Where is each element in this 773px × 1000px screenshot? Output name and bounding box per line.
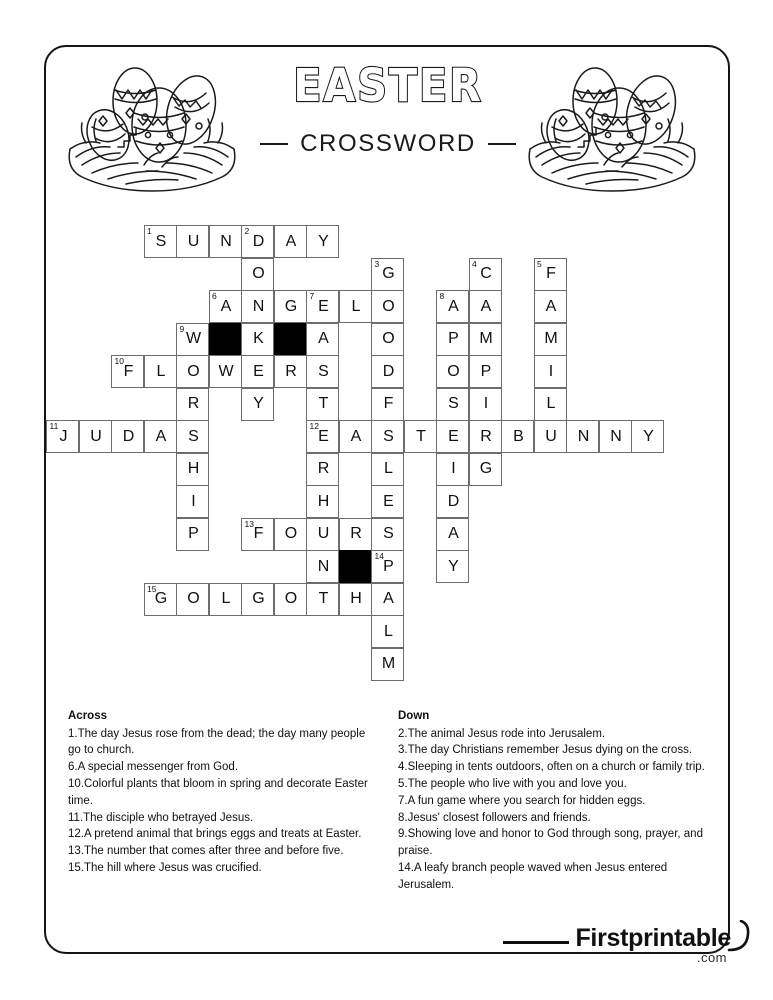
grid-cell-number: 13: [244, 518, 254, 529]
grid-cell-letter: E: [318, 427, 329, 445]
grid-cell-letter: I: [451, 460, 456, 477]
down-clue-item: 7.A fun game where you search for hidden eggs.: [398, 794, 646, 807]
grid-cell-letter: Y: [318, 232, 329, 250]
grid-cell-letter: O: [187, 362, 200, 380]
grid-cell-number: 5: [537, 258, 542, 269]
grid-cell[interactable]: [371, 420, 404, 453]
grid-cell-letter: R: [187, 395, 200, 412]
grid-cell[interactable]: [501, 420, 534, 453]
grid-cell[interactable]: [306, 420, 339, 453]
grid-cell-number: 12: [309, 421, 319, 431]
grid-cell-letter: G: [154, 590, 168, 607]
grid-cell[interactable]: [144, 583, 177, 616]
grid-cell-letter: U: [317, 525, 330, 542]
grid-cell-letter: O: [284, 590, 298, 607]
grid-cell[interactable]: [534, 355, 567, 388]
down-clue-item: 14.A leafy branch people waved when Jesus entered Jerusalem.: [398, 861, 668, 891]
grid-cell[interactable]: [469, 258, 502, 291]
title-block: [260, 59, 516, 158]
down-heading: Down: [398, 710, 430, 722]
grid-cell-letter: U: [90, 427, 102, 445]
brand-tld: .com: [696, 950, 727, 965]
grid-cell[interactable]: [631, 420, 664, 453]
grid-cell[interactable]: [339, 583, 372, 616]
grid-cell-letter: A: [448, 297, 459, 315]
grid-cell[interactable]: [371, 583, 404, 616]
grid-cell-letter: A: [350, 427, 362, 445]
grid-cell-letter: A: [545, 297, 557, 315]
grid-cell[interactable]: [176, 518, 209, 551]
grid-cell[interactable]: [241, 225, 274, 258]
grid-cell[interactable]: [306, 388, 339, 421]
brand-logo[interactable]: [503, 924, 731, 965]
grid-cell[interactable]: [144, 355, 177, 388]
grid-cell[interactable]: [436, 485, 469, 518]
grid-cell-letter: D: [382, 362, 395, 380]
down-clue-item: 9.Showing love and honor to God through song, prayer, and praise.: [398, 828, 703, 858]
grid-cell[interactable]: [371, 290, 404, 323]
worksheet-sheet: [44, 45, 730, 954]
grid-cell-letter: I: [548, 362, 554, 380]
grid-cell[interactable]: [274, 290, 307, 323]
grid-cell-letter: I: [483, 395, 489, 412]
across-clue-item: 12.A pretend animal that brings eggs and treats at Easter.: [68, 828, 362, 841]
grid-cell[interactable]: [339, 420, 372, 453]
grid-cell-letter: D: [447, 492, 460, 510]
grid-cell[interactable]: [371, 550, 404, 583]
grid-cell-number: 4: [472, 258, 477, 269]
grid-cell[interactable]: [274, 355, 307, 388]
grid-cell-letter: A: [318, 330, 329, 347]
grid-cell-letter: U: [545, 427, 557, 445]
across-clues-column: [68, 708, 373, 877]
grid-cell-letter: E: [383, 492, 394, 510]
grid-cell[interactable]: [306, 355, 339, 388]
grid-cell-letter: O: [187, 590, 200, 607]
grid-cell-letter: O: [447, 362, 460, 380]
footer: [0, 924, 773, 984]
grid-cell-letter: J: [59, 427, 68, 445]
grid-cell-letter: B: [513, 427, 524, 445]
grid-cell[interactable]: [371, 323, 404, 356]
grid-cell-letter: S: [383, 525, 394, 542]
grid-cell-letter: H: [350, 590, 362, 607]
page-title: EASTER: [293, 59, 483, 112]
down-clue-item: 2.The animal Jesus rode into Jerusalem.: [398, 727, 606, 740]
grid-cell-letter: T: [416, 427, 426, 445]
grid-cell[interactable]: [79, 420, 112, 453]
grid-cell-letter: F: [123, 362, 134, 380]
grid-block-cell: [339, 550, 372, 583]
grid-cell[interactable]: [469, 290, 502, 323]
grid-cell-letter: O: [284, 525, 298, 542]
grid-cell[interactable]: [241, 323, 274, 356]
subtitle-rule-left: [260, 143, 288, 146]
grid-cell-letter: C: [480, 265, 492, 282]
grid-cell[interactable]: [176, 485, 209, 518]
grid-cell-letter: Y: [448, 557, 459, 575]
grid-cell-letter: M: [381, 655, 396, 672]
grid-cell-letter: O: [382, 297, 395, 315]
grid-cell[interactable]: [469, 453, 502, 486]
grid-cell-letter: U: [187, 232, 200, 250]
grid-cell[interactable]: [306, 323, 339, 356]
grid-cell[interactable]: [371, 518, 404, 551]
grid-cell-letter: P: [383, 557, 394, 575]
across-heading: Across: [68, 710, 107, 722]
grid-cell-letter: R: [480, 427, 492, 445]
across-clue-item: 10.Colorful plants that bloom in spring and decorate Easter time.: [68, 778, 368, 807]
across-clue-item: 1.The day Jesus rose from the dead; the day many people go to church.: [68, 727, 366, 757]
down-clue-list: [398, 726, 714, 894]
grid-cell-letter: Y: [643, 427, 654, 445]
grid-cell-letter: A: [383, 590, 394, 607]
grid-cell-letter: H: [187, 460, 200, 477]
page-subtitle: CROSSWORD: [300, 130, 476, 157]
grid-cell[interactable]: [339, 518, 372, 551]
grid-cell-letter: S: [155, 232, 167, 250]
grid-cell[interactable]: [534, 258, 567, 291]
grid-cell[interactable]: [371, 355, 404, 388]
grid-cell[interactable]: [436, 453, 469, 486]
grid-cell-letter: G: [284, 297, 298, 315]
grid-cell-letter: A: [285, 232, 297, 250]
grid-cell[interactable]: [176, 453, 209, 486]
down-clue-item: 8.Jesus' closest followers and friends.: [398, 811, 591, 824]
grid-cell-letter: G: [479, 460, 493, 477]
grid-cell[interactable]: [371, 485, 404, 518]
grid-cell-letter: R: [350, 525, 362, 542]
grid-cell-number: 8: [439, 291, 445, 301]
grid-cell-letter: F: [253, 525, 264, 542]
down-clues-column: [398, 708, 714, 893]
grid-cell-letter: K: [253, 330, 264, 347]
grid-cell[interactable]: [371, 648, 404, 681]
easter-eggs-nest-icon-left: [52, 53, 252, 193]
grid-cell-letter: O: [382, 330, 395, 347]
grid-cell[interactable]: [274, 225, 307, 258]
worksheet-header: [46, 47, 728, 197]
grid-cell[interactable]: [371, 615, 404, 648]
grid-cell-letter: S: [188, 427, 199, 445]
grid-cell[interactable]: [436, 388, 469, 421]
grid-cell-letter: N: [317, 557, 330, 575]
grid-cell-letter: G: [382, 265, 395, 282]
grid-cell-number: 14: [374, 551, 384, 561]
grid-cell-number: 11: [49, 421, 59, 431]
grid-cell-number: 3: [374, 258, 380, 269]
grid-cell[interactable]: [599, 420, 632, 453]
grid-cell-letter: H: [317, 492, 330, 510]
subtitle-row: [260, 130, 516, 158]
down-clue-item: 4.Sleeping in tents outdoors, often on a church or family trip.: [398, 761, 705, 774]
grid-cell-letter: L: [384, 622, 393, 640]
grid-cell[interactable]: [371, 388, 404, 421]
grid-cell-letter: N: [577, 427, 590, 445]
brand-text-wrap: [575, 924, 731, 965]
grid-cell-number: 6: [212, 291, 217, 301]
grid-cell[interactable]: [306, 550, 339, 583]
grid-cell[interactable]: [436, 355, 469, 388]
across-clue-item: 13.The number that comes after three and before five.: [68, 845, 344, 858]
grid-cell-letter: F: [546, 265, 556, 282]
grid-cell[interactable]: [241, 290, 274, 323]
grid-cell-letter: M: [544, 330, 558, 347]
across-clue-item: 15.The hill where Jesus was crucified.: [68, 861, 262, 874]
grid-cell[interactable]: [176, 420, 209, 453]
grid-cell[interactable]: [534, 323, 567, 356]
grid-cell-letter: L: [351, 297, 361, 315]
grid-cell[interactable]: [436, 550, 469, 583]
grid-cell[interactable]: [371, 453, 404, 486]
grid-cell-letter: I: [191, 492, 196, 510]
grid-cell[interactable]: [469, 388, 502, 421]
grid-cell[interactable]: [534, 388, 567, 421]
grid-cell[interactable]: [436, 323, 469, 356]
grid-cell-letter: P: [448, 330, 459, 347]
grid-cell[interactable]: [176, 583, 209, 616]
grid-cell-number: 2: [244, 226, 250, 236]
grid-cell-letter: E: [253, 362, 264, 380]
grid-cell-letter: O: [252, 265, 265, 282]
grid-cell[interactable]: [436, 420, 469, 453]
grid-cell-letter: L: [156, 362, 166, 380]
grid-cell-number: 15: [147, 583, 157, 594]
grid-cell[interactable]: [436, 290, 469, 323]
grid-cell-letter: E: [448, 427, 459, 445]
grid-cell[interactable]: [241, 518, 274, 551]
grid-cell-letter: P: [480, 362, 492, 380]
down-clue-item: 3.The day Christians remember Jesus dying on the cross.: [398, 744, 693, 757]
grid-block-cell: [274, 323, 307, 356]
grid-cell-letter: R: [285, 362, 297, 380]
grid-cell-letter: N: [610, 427, 622, 445]
grid-cell[interactable]: [209, 225, 242, 258]
grid-cell-letter: P: [188, 525, 199, 542]
grid-cell-letter: L: [546, 395, 556, 412]
grid-cell-number: 1: [147, 226, 152, 236]
grid-cell[interactable]: [306, 583, 339, 616]
grid-cell-letter: R: [317, 460, 330, 477]
grid-cell-letter: T: [318, 590, 329, 607]
grid-cell-letter: S: [448, 395, 459, 412]
grid-cell[interactable]: [111, 355, 144, 388]
grid-cell-letter: L: [221, 590, 231, 607]
grid-cell-number: 9: [179, 323, 185, 334]
grid-cell[interactable]: [209, 355, 242, 388]
grid-cell[interactable]: [274, 583, 307, 616]
grid-cell-number: 10: [114, 356, 124, 366]
grid-cell-letter: D: [252, 232, 265, 250]
grid-cell[interactable]: [371, 258, 404, 291]
grid-cell-letter: A: [155, 427, 167, 445]
grid-cell[interactable]: [306, 518, 339, 551]
grid-cell[interactable]: [404, 420, 437, 453]
grid-cell-letter: D: [122, 427, 135, 445]
grid-cell[interactable]: [144, 420, 177, 453]
grid-cell-letter: A: [220, 297, 232, 315]
grid-cell[interactable]: [209, 583, 242, 616]
grid-cell[interactable]: [436, 518, 469, 551]
grid-cell[interactable]: [241, 583, 274, 616]
grid-cell[interactable]: [534, 420, 567, 453]
across-clue-item: 11.The disciple who betrayed Jesus.: [68, 811, 254, 824]
grid-cell[interactable]: [306, 453, 339, 486]
across-clue-item: 6.A special messenger from God.: [68, 761, 239, 774]
grid-cell[interactable]: [176, 388, 209, 421]
grid-cell[interactable]: [46, 420, 79, 453]
grid-cell-letter: W: [218, 362, 234, 380]
brand-swoosh-icon: [727, 920, 753, 954]
grid-block-cell: [209, 323, 242, 356]
grid-cell[interactable]: [339, 290, 372, 323]
grid-cell-letter: N: [220, 232, 232, 250]
grid-cell[interactable]: [306, 225, 339, 258]
grid-cell-letter: L: [384, 460, 393, 477]
grid-cell[interactable]: [469, 323, 502, 356]
grid-cell[interactable]: [241, 258, 274, 291]
grid-cell-letter: Y: [253, 395, 264, 412]
grid-cell[interactable]: [469, 355, 502, 388]
grid-cell-letter: G: [252, 590, 265, 607]
grid-cell[interactable]: [306, 485, 339, 518]
grid-cell[interactable]: [176, 355, 209, 388]
grid-cell-letter: E: [318, 297, 329, 315]
grid-cell-letter: M: [479, 330, 493, 347]
grid-cell-letter: S: [318, 362, 329, 380]
across-clue-list: [68, 726, 373, 877]
down-clue-item: 5.The people who live with you and love you.: [398, 778, 627, 791]
grid-cell[interactable]: [209, 290, 242, 323]
grid-cell[interactable]: [111, 420, 144, 453]
grid-cell-number: 7: [309, 291, 315, 301]
grid-cell-letter: W: [185, 330, 202, 347]
brand-rule: [503, 941, 569, 944]
grid-cell-letter: A: [480, 297, 492, 315]
grid-cell[interactable]: [241, 355, 274, 388]
grid-cell-letter: S: [383, 427, 394, 445]
grid-cell[interactable]: [241, 388, 274, 421]
grid-cell[interactable]: [469, 420, 502, 453]
grid-cell[interactable]: [306, 290, 339, 323]
grid-cell-letter: N: [252, 297, 265, 315]
crossword-grid[interactable]: [46, 225, 728, 695]
easter-eggs-nest-icon-right: [512, 53, 712, 193]
grid-cell-letter: F: [383, 395, 394, 412]
grid-cell[interactable]: [176, 225, 209, 258]
grid-cell[interactable]: [144, 225, 177, 258]
brand-name: Firstprintable: [575, 924, 731, 952]
grid-cell-letter: A: [448, 525, 459, 542]
grid-cell[interactable]: [566, 420, 599, 453]
grid-cell[interactable]: [274, 518, 307, 551]
grid-cell[interactable]: [176, 323, 209, 356]
grid-cell[interactable]: [534, 290, 567, 323]
grid-cell-letter: T: [318, 395, 329, 412]
